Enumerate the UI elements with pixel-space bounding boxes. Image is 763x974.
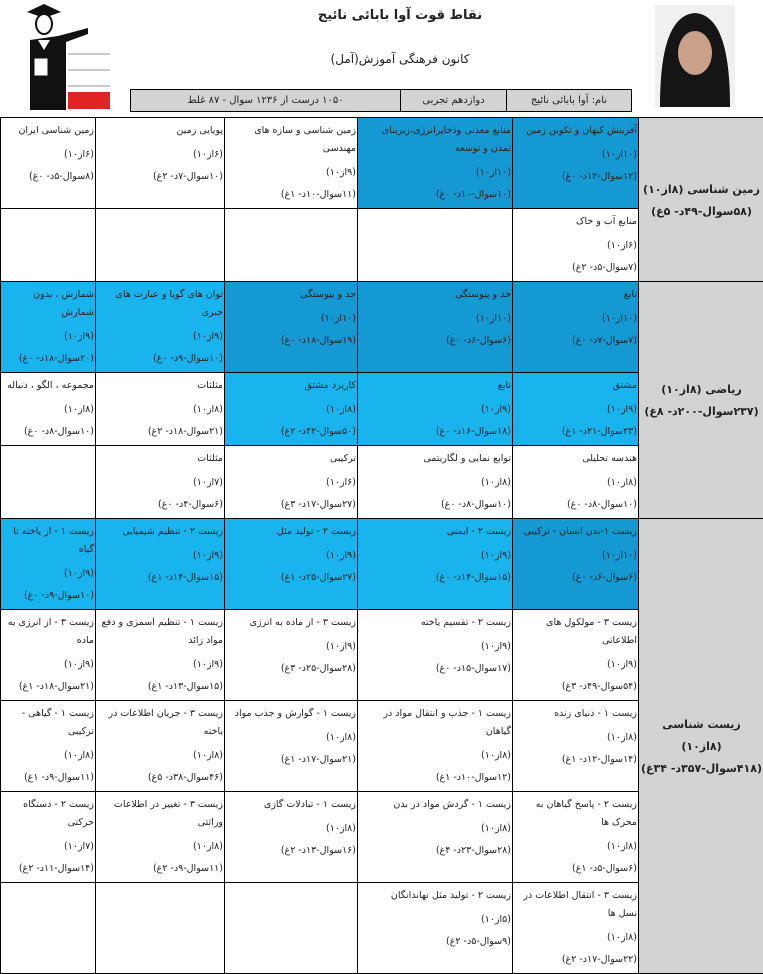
topic-stats: (۱۸سوال-۱۶د- ۰غ) — [360, 421, 511, 443]
topic-stats: (۱۰سوال-۱۰د- ۰غ) — [360, 184, 511, 206]
topic-score: (۸از۱۰) — [515, 927, 637, 949]
topic-topic: زیست ۲ - ایمنی — [360, 523, 511, 541]
topic-score: (۱۰از۱۰) — [360, 162, 511, 184]
topic-cell — [225, 792, 358, 883]
subject-name: زمین شناسی (۸از۱۰) — [641, 179, 762, 201]
topic-stats: (۱۹سوال-۱۸د- ۰غ) — [227, 330, 356, 352]
topic-topic: زیست ۲ - تولید مثل نهاندانگان — [360, 887, 511, 905]
topic-stats: (۷سوال-۵د- ۲غ) — [515, 257, 637, 279]
topic-stats: (۱۴سوال-۱۱د- ۲غ) — [3, 858, 94, 880]
topic-cell — [1, 792, 96, 883]
subject-cell — [639, 118, 763, 282]
topic-topic: زیست ۳ - تغییر در اطلاعات وراثتی — [98, 796, 223, 832]
topic-cell — [96, 373, 225, 446]
topic-topic: زیست ۳ - از انرژی به ماده — [3, 614, 94, 650]
topic-topic: مشتق — [515, 377, 637, 395]
topic-score: (۱۰از۱۰) — [227, 308, 356, 330]
topic-score: (۹از۱۰) — [360, 399, 511, 421]
topic-stats: (۱۵سوال-۱۴د- ۰غ) — [360, 567, 511, 589]
topic-cell — [513, 792, 639, 883]
topic-score: (۸از۱۰) — [360, 472, 511, 494]
subject-name: زیست شناسی (۸از۱۰) — [641, 714, 762, 758]
topic-topic: زیست ۳ - انتقال اطلاعات در نسل ها — [515, 887, 637, 923]
topic-topic: توابع نمایی و لگاریتمی — [360, 450, 511, 468]
topic-score: (۸از۱۰) — [98, 745, 223, 767]
topic-stats: (۱۵سوال-۱۳د- ۱غ) — [98, 676, 223, 698]
topic-cell — [513, 446, 639, 519]
topic-topic: شمارش ، بدون شمارش — [3, 286, 94, 322]
topic-cell — [1, 701, 96, 792]
topic-cell — [513, 610, 639, 701]
topic-cell — [513, 209, 639, 282]
table-row — [1, 282, 763, 373]
topic-stats: (۵۴سوال-۴۹د- ۳غ) — [515, 676, 637, 698]
topic-cell — [96, 282, 225, 373]
topic-stats: (۱۰سوال-۸د- ۰غ) — [3, 421, 94, 443]
topic-cell — [96, 519, 225, 610]
kanoon-logo — [22, 2, 112, 110]
topic-stats: (۱۷سوال-۱۵د- ۰غ) — [360, 658, 511, 680]
table-row — [1, 118, 763, 209]
empty-cell — [1, 883, 96, 974]
topic-score: (۹از۱۰) — [360, 636, 511, 658]
topic-cell — [96, 446, 225, 519]
topic-cell — [358, 282, 513, 373]
topic-cell — [358, 883, 513, 974]
topic-cell — [1, 610, 96, 701]
topic-score: (۹از۱۰) — [227, 162, 356, 184]
topic-cell — [225, 446, 358, 519]
topic-topic: زیست ۲ - تقسیم یاخته — [360, 614, 511, 632]
topic-score: (۶از۱۰) — [227, 472, 356, 494]
topic-topic: مجموعه ، الگو ، دنباله — [3, 377, 94, 395]
topic-score: (۸از۱۰) — [3, 399, 94, 421]
topic-topic: زیست ۱ - جذب و انتقال مواد در گیاهان — [360, 705, 511, 741]
topic-cell — [96, 792, 225, 883]
topic-topic: حد و پیوستگی — [360, 286, 511, 304]
topic-topic: زیست ۱ - از یاخته تا گیاه — [3, 523, 94, 559]
topic-topic: کاربرد مشتق — [227, 377, 356, 395]
subject-name: ریاضی (۸از۱۰) — [641, 379, 762, 401]
topic-topic: زیست ۲ - دستگاه حرکتی — [3, 796, 94, 832]
topic-cell — [513, 118, 639, 209]
table-row — [1, 519, 763, 610]
topic-cell — [513, 282, 639, 373]
topic-stats: (۱۰سوال-۹د- ۰غ) — [3, 585, 94, 607]
empty-cell — [358, 209, 513, 282]
topic-stats: (۶سوال-۶د- ۰غ) — [360, 330, 511, 352]
topic-cell — [513, 883, 639, 974]
topic-topic: زیست ۲ - تولید مثل — [227, 523, 356, 541]
subject-stats: (۲۳۷سوال-۲۰۰د- ۸غ) — [641, 401, 762, 423]
topic-topic: زیست ۲ - پاسخ گیاهان به محرک ها — [515, 796, 637, 832]
topic-cell — [513, 519, 639, 610]
topic-score: (۶از۱۰) — [3, 144, 94, 166]
topic-score: (۶از۱۰) — [98, 144, 223, 166]
topic-topic: زیست ۱ - دنیای زنده — [515, 705, 637, 723]
topic-cell — [358, 373, 513, 446]
topic-stats: (۲۲سوال-۱۷د- ۲غ) — [515, 949, 637, 971]
subject-cell — [639, 282, 763, 519]
topic-score: (۸از۱۰) — [227, 727, 356, 749]
student-grade: دوازدهم تجربی — [400, 90, 506, 111]
topic-score: (۹از۱۰) — [3, 654, 94, 676]
topic-stats: (۲۰سوال-۱۸د- ۰غ) — [3, 348, 94, 370]
topic-cell — [225, 519, 358, 610]
empty-cell — [96, 883, 225, 974]
topic-topic: زیست ۳ - جریان اطلاعات در یاخته — [98, 705, 223, 741]
topic-stats: (۲۱سوال-۱۷د- ۱غ) — [227, 749, 356, 771]
topic-topic: هندسه تحلیلی — [515, 450, 637, 468]
topic-cell — [225, 610, 358, 701]
topic-topic: زیست ۳ - از ماده به انرژی — [227, 614, 356, 632]
topic-cell — [1, 118, 96, 209]
topic-cell — [358, 446, 513, 519]
topic-stats: (۲۸سوال-۲۵د- ۳غ) — [227, 658, 356, 680]
subject-stats: (۵۸سوال-۴۹د- ۵غ) — [641, 201, 762, 223]
topic-topic: مثلثات — [98, 377, 223, 395]
topic-topic: تابع — [360, 377, 511, 395]
topic-topic: توان های گویا و عبارت های جبری — [98, 286, 223, 322]
topic-topic: آفرینش کیهان و تکوین زمین — [515, 122, 637, 140]
topic-topic: زمین شناسی و سازه های مهندسی — [227, 122, 356, 158]
topic-score: (۹از۱۰) — [3, 326, 94, 348]
topic-stats: (۱۵سوال-۱۴د- ۱غ) — [98, 567, 223, 589]
topic-cell — [225, 373, 358, 446]
topic-cell — [358, 792, 513, 883]
topic-score: (۸از۱۰) — [360, 818, 511, 840]
topic-score: (۷از۱۰) — [98, 472, 223, 494]
topic-score: (۸از۱۰) — [227, 399, 356, 421]
topic-score: (۸از۱۰) — [3, 745, 94, 767]
topic-stats: (۸سوال-۵د- ۰غ) — [3, 166, 94, 188]
topic-cell — [1, 373, 96, 446]
topic-cell — [358, 701, 513, 792]
topic-score: (۹از۱۰) — [515, 399, 637, 421]
topic-stats: (۱۱سوال-۹د- ۲غ) — [98, 858, 223, 880]
topic-topic: پویایی زمین — [98, 122, 223, 140]
topic-score: (۸از۱۰) — [227, 818, 356, 840]
subject-cell — [639, 519, 763, 974]
topic-score: (۸از۱۰) — [515, 472, 637, 494]
empty-cell — [225, 883, 358, 974]
empty-cell — [225, 209, 358, 282]
topic-cell — [225, 701, 358, 792]
topic-cell — [225, 118, 358, 209]
topic-stats: (۲۷سوال-۱۷د- ۳غ) — [227, 494, 356, 516]
topic-cell — [358, 519, 513, 610]
topic-stats: (۱۱سوال-۱۰د- ۱غ) — [227, 184, 356, 206]
strengths-table — [0, 117, 763, 974]
topic-topic: زیست ۳ - مولکول های اطلاعاتی — [515, 614, 637, 650]
page-title: نقاط قوت آوا بابائی نائیج — [200, 8, 600, 23]
topic-cell — [225, 282, 358, 373]
topic-stats: (۷سوال-۷د- ۰غ) — [515, 330, 637, 352]
topic-score: (۸از۱۰) — [515, 836, 637, 858]
topic-stats: (۶سوال-۴د- ۰غ) — [98, 494, 223, 516]
topic-stats: (۶سوال-۵د- ۱غ) — [515, 858, 637, 880]
empty-cell — [96, 209, 225, 282]
topic-topic: زیست ۱ - تبادلات گازی — [227, 796, 356, 814]
topic-stats: (۹سوال-۵د- ۲غ) — [360, 931, 511, 953]
topic-stats: (۲۱سوال-۱۸د- ۲غ) — [98, 421, 223, 443]
topic-score: (۹از۱۰) — [98, 654, 223, 676]
topic-stats: (۵۰سوال-۴۲د- ۲غ) — [227, 421, 356, 443]
topic-topic: منابع آب و خاک — [515, 213, 637, 231]
topic-topic: زیست ۱-بدن انسان - ترکیبی — [515, 523, 637, 541]
topic-stats: (۱۶سوال-۱۳د- ۲غ) — [227, 840, 356, 862]
topic-score: (۵از۱۰) — [360, 909, 511, 931]
topic-cell — [513, 701, 639, 792]
topic-score: (۱۰از۱۰) — [360, 308, 511, 330]
topic-stats: (۲۷سوال-۲۵د- ۱غ) — [227, 567, 356, 589]
topic-cell — [96, 610, 225, 701]
topic-topic: زیست ۱ - تنظیم اسمزی و دفع مواد زائد — [98, 614, 223, 650]
topic-score: (۹از۱۰) — [360, 545, 511, 567]
topic-score: (۹از۱۰) — [515, 654, 637, 676]
topic-cell — [96, 701, 225, 792]
topic-score: (۹از۱۰) — [98, 326, 223, 348]
topic-stats: (۲۳سوال-۲۱د- ۱غ) — [515, 421, 637, 443]
topic-stats: (۱۱سوال-۹د- ۱غ) — [3, 767, 94, 789]
topic-topic: زیست ۱ - گیاهی - ترکیبی — [3, 705, 94, 741]
topic-score: (۹از۱۰) — [98, 545, 223, 567]
topic-cell — [358, 610, 513, 701]
empty-cell — [1, 209, 96, 282]
topic-stats: (۱۰سوال-۷د- ۲غ) — [98, 166, 223, 188]
topic-stats: (۱۲سوال-۱۰د- ۱غ) — [360, 767, 511, 789]
topic-cell — [513, 373, 639, 446]
subject-stats: (۴۱۸سوال-۳۵۷د- ۳۴غ) — [641, 758, 762, 780]
topic-stats: (۱۰سوال-۸د- ۰غ) — [515, 494, 637, 516]
topic-topic: منابع معدنی وذخایرانرژی،زیربنای تمدن و توسعه — [360, 122, 511, 158]
topic-score: (۹از۱۰) — [227, 545, 356, 567]
topic-score: (۹از۱۰) — [3, 563, 94, 585]
empty-cell — [1, 446, 96, 519]
topic-topic: زیست ۱ - گردش مواد در بدن — [360, 796, 511, 814]
topic-score: (۹از۱۰) — [227, 636, 356, 658]
topic-stats: (۲۱سوال-۱۸د- ۱غ) — [3, 676, 94, 698]
topic-score: (۸از۱۰) — [98, 399, 223, 421]
topic-topic: زیست ۱ - گوارش و جذب مواد — [227, 705, 356, 723]
topic-stats: (۲۸سوال-۲۳د- ۴غ) — [360, 840, 511, 862]
student-photo — [655, 5, 735, 107]
topic-cell — [1, 519, 96, 610]
topic-stats: (۶سوال-۶د- ۰غ) — [515, 567, 637, 589]
topic-topic: حد و پیوستگی — [227, 286, 356, 304]
topic-cell — [96, 118, 225, 209]
topic-cell — [358, 118, 513, 209]
topic-cell — [1, 282, 96, 373]
topic-score: (۸از۱۰) — [515, 727, 637, 749]
student-name: نام: آوا بابائی نائیج — [506, 90, 631, 111]
topic-topic: تابع — [515, 286, 637, 304]
topic-stats: (۱۴سوال-۱۲د- ۱غ) — [515, 749, 637, 771]
topic-stats: (۱۲سوال-۱۲د- ۰غ) — [515, 166, 637, 188]
overall-summary: ۱۰۵۰ درست از ۱۲۳۶ سوال - ۸۷ غلط — [131, 90, 400, 111]
institution-name: کانون فرهنگی آموزش(آمل) — [200, 52, 600, 66]
topic-score: (۷از۱۰) — [3, 836, 94, 858]
student-info-bar — [130, 89, 632, 112]
topic-score: (۱۰از۱۰) — [515, 308, 637, 330]
topic-stats: (۱۰سوال-۹د- ۰غ) — [98, 348, 223, 370]
topic-topic: زمین شناسی ایران — [3, 122, 94, 140]
topic-stats: (۴۶سوال-۳۸د- ۵غ) — [98, 767, 223, 789]
topic-topic: ترکیبی — [227, 450, 356, 468]
topic-topic: زیست ۲ - تنظیم شیمیایی — [98, 523, 223, 541]
topic-topic: مثلثات — [98, 450, 223, 468]
topic-stats: (۱۰سوال-۸د- ۰غ) — [360, 494, 511, 516]
topic-score: (۶از۱۰) — [515, 235, 637, 257]
topic-score: (۸از۱۰) — [98, 836, 223, 858]
topic-score: (۱۰از۱۰) — [515, 144, 637, 166]
topic-score: (۸از۱۰) — [360, 745, 511, 767]
topic-score: (۱۰از۱۰) — [515, 545, 637, 567]
